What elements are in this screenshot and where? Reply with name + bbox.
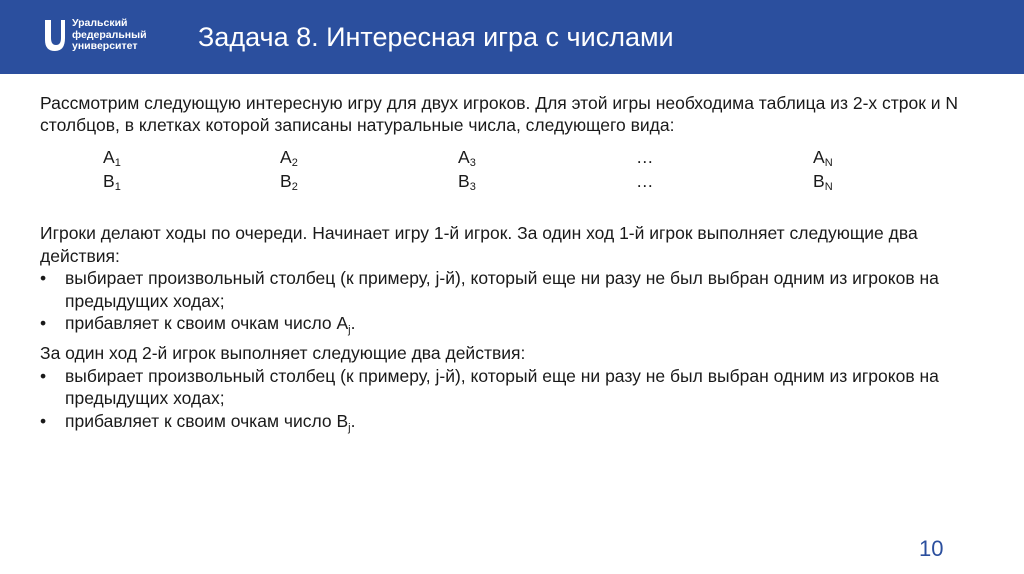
urfu-logo-icon	[42, 18, 66, 54]
table-cell-b1: $B_1$	[103, 171, 121, 193]
bullet-suffix: .	[350, 313, 356, 334]
university-logo	[42, 18, 162, 58]
table-cell-b3: $B_3$	[458, 171, 476, 193]
list-item	[40, 410, 990, 440]
bullet-text: прибавляет к своим очкам число A	[65, 313, 349, 334]
bullet-marker: •	[40, 313, 47, 334]
table-cell-b2: $B_2$	[280, 171, 298, 193]
bullet-text: прибавляет к своим очкам число B	[65, 410, 349, 431]
slide-title: Задача 8. Интересная игра с числами	[198, 22, 674, 52]
bullet-suffix: .	[350, 410, 356, 431]
bullet-text: выбирает произвольный столбец (к примеру, j-й), который еще ни разу не был выбран одним из игроков на предыдущих ходах;	[65, 365, 939, 409]
header-bar	[0, 0, 1024, 74]
list-item	[40, 365, 990, 410]
rules-paragraph-1: Игроки делают ходы по очереди. Начинает игру 1-й игрок. За один ход 1-й игрок выполняет следующие два действия:	[40, 223, 918, 266]
number-table	[40, 146, 990, 194]
table-cell-b-ellipsis: …	[636, 171, 654, 191]
table-cell-an: $A_N$	[813, 147, 833, 169]
list-item	[40, 312, 990, 342]
bullet-subscript: j	[348, 421, 351, 434]
logo-text	[72, 18, 147, 53]
list-item	[40, 267, 990, 312]
bullet-marker: •	[40, 365, 47, 386]
table-cell-a2: $A_2$	[280, 147, 298, 169]
table-cell-bn: $B_N$	[813, 171, 833, 193]
logo-line-1: Уральский	[72, 17, 128, 29]
bullet-marker: •	[40, 268, 47, 289]
bullet-marker: •	[40, 410, 47, 431]
logo-line-3: университет	[72, 40, 138, 52]
logo-line-2: федеральный	[72, 28, 147, 41]
page-number: 10	[919, 536, 944, 561]
rules-paragraph-2: За один ход 2-й игрок выполняет следующие два действия:	[40, 342, 526, 363]
intro-paragraph: Рассмотрим следующую интересную игру для двух игроков. Для этой игры необходима таблица из 2-х строк и N столбцов, в клетках которой записаны натуральные числа, следующего вида:	[40, 93, 959, 135]
rules-block	[40, 222, 990, 439]
bullet-text: выбирает произвольный столбец (к примеру, j-й), который еще ни разу не был выбран одним из игроков на предыдущих ходах;	[65, 268, 939, 311]
table-cell-a1: $A_1$	[103, 147, 121, 169]
bullet-subscript: j	[348, 324, 351, 337]
table-cell-a-ellipsis: …	[636, 147, 654, 167]
table-cell-a3: $A_3$	[458, 147, 476, 169]
slide-content	[40, 92, 990, 194]
